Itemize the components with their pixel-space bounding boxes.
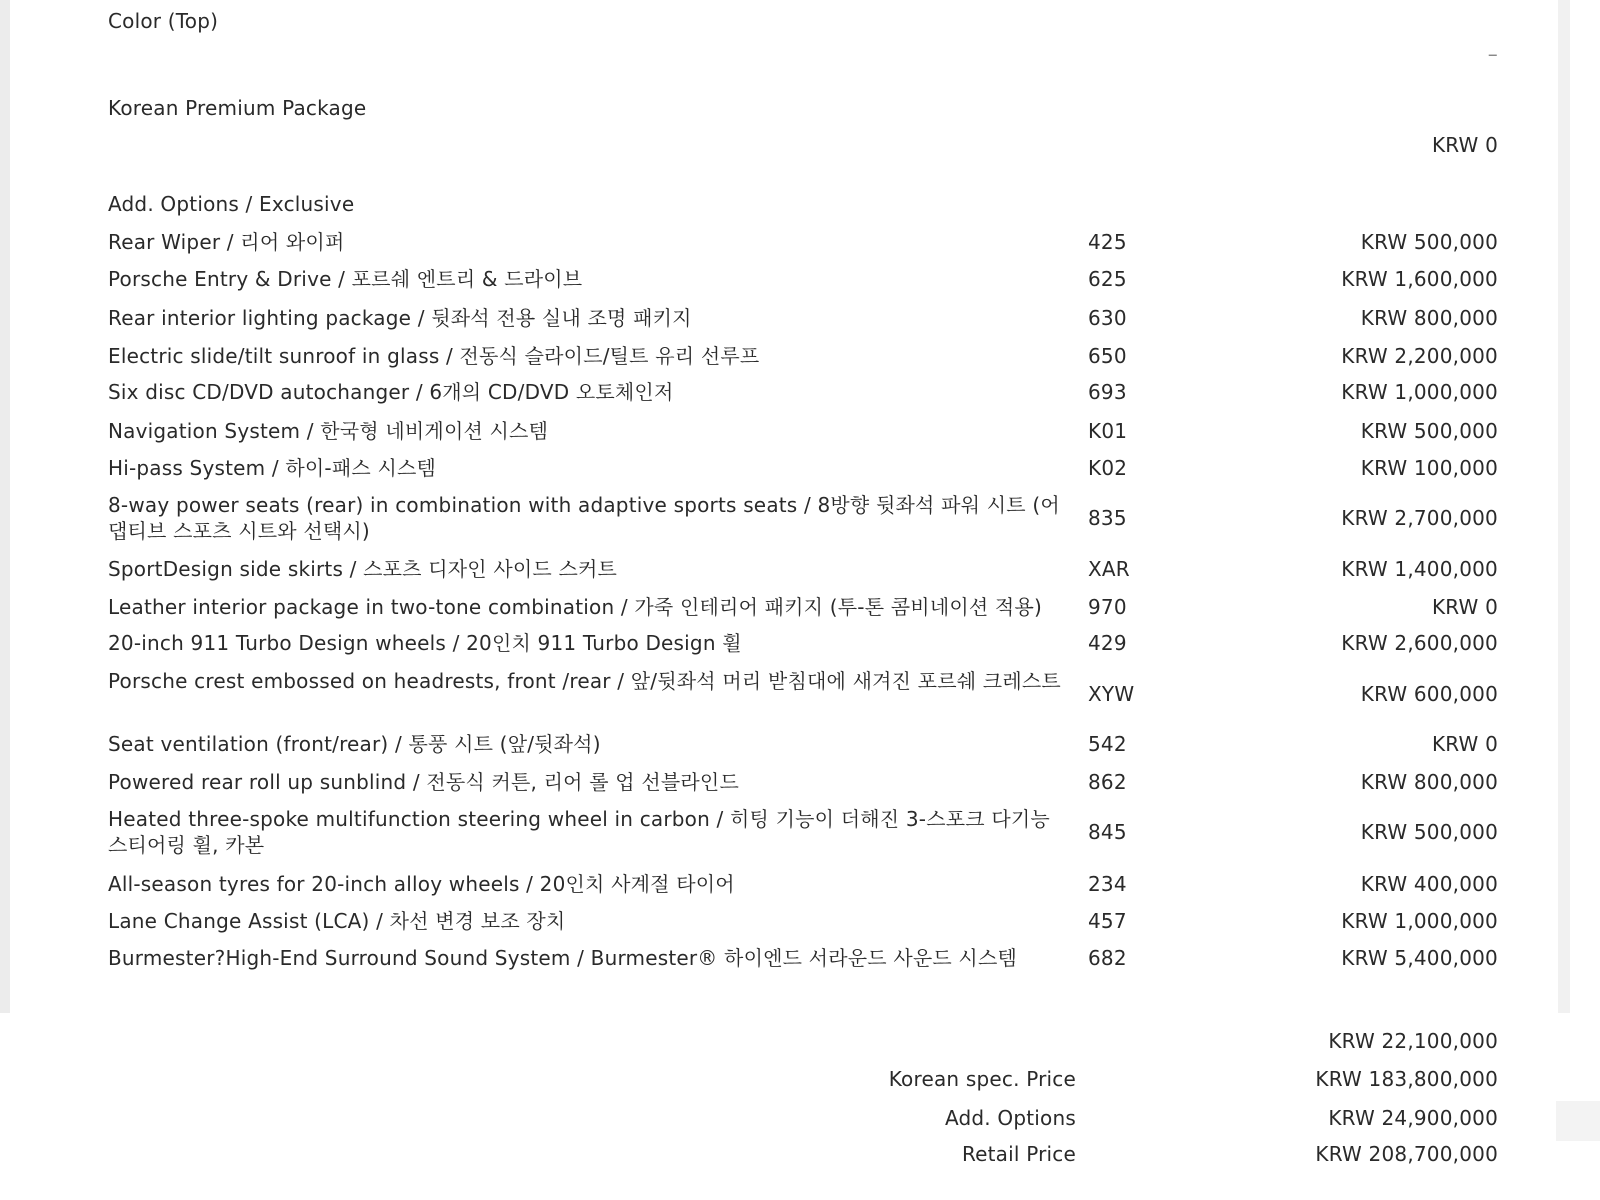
option-description: Navigation System / 한국형 네비게이션 시스템 (108, 419, 549, 443)
option-price: KRW 2,200,000 (1341, 344, 1498, 368)
option-description: Lane Change Assist (LCA) / 차선 변경 보조 장치 (108, 909, 566, 933)
option-code: 650 (1088, 344, 1127, 368)
add-options-value: KRW 24,900,000 (1328, 1106, 1498, 1130)
option-price: KRW 600,000 (1360, 682, 1498, 706)
option-price: KRW 500,000 (1360, 820, 1498, 844)
option-row (108, 806, 1498, 858)
option-price: KRW 5,400,000 (1341, 946, 1498, 970)
color-top-value: – (1487, 42, 1498, 66)
option-description: 20-inch 911 Turbo Design wheels / 20인치 911 Turbo Design 휠 (108, 631, 742, 655)
option-description: Hi-pass System / 하이-패스 시스템 (108, 456, 437, 480)
option-description: SportDesign side skirts / 스포츠 디자인 사이드 스커트 (108, 557, 618, 581)
option-code: 862 (1088, 770, 1127, 794)
option-description: Heated three-spoke multifunction steering wheel in carbon / 히팅 기능이 더해진 3-스포크 다기능 스티어링 휠, 카본 (108, 807, 1050, 857)
option-description: Electric slide/tilt sunroof in glass / 전동식 슬라이드/틸트 유리 선루프 (108, 344, 760, 368)
option-row (108, 945, 1498, 971)
option-row (108, 871, 1498, 897)
option-description: Leather interior package in two-tone combination / 가죽 인테리어 패키지 (투-톤 콤비네이션 적용) (108, 595, 1042, 619)
option-description: Burmester?High-End Surround Sound System / Burmester® 하이엔드 서라운드 사운드 시스템 (108, 946, 1017, 970)
option-description: Porsche Entry & Drive / 포르쉐 엔트리 & 드라이브 (108, 267, 583, 291)
option-price: KRW 2,700,000 (1341, 506, 1498, 530)
option-price: KRW 800,000 (1360, 306, 1498, 330)
option-code: XAR (1088, 557, 1130, 581)
retail-price-label: Retail Price (961, 1142, 1076, 1166)
option-price: KRW 500,000 (1360, 419, 1498, 443)
option-price: KRW 500,000 (1360, 230, 1498, 254)
option-description: All-season tyres for 20-inch alloy wheels / 20인치 사계절 타이어 (108, 872, 735, 896)
option-row (108, 229, 1498, 255)
option-row (108, 266, 1498, 292)
option-code: K02 (1088, 456, 1128, 480)
option-row (108, 769, 1498, 795)
option-row (108, 594, 1498, 620)
option-price: KRW 800,000 (1360, 770, 1498, 794)
option-price: KRW 400,000 (1360, 872, 1498, 896)
option-code: 630 (1088, 306, 1127, 330)
page-edge-left (0, 0, 10, 1013)
option-row (108, 492, 1498, 544)
option-description: 8-way power seats (rear) in combination with adaptive sports seats / 8방향 뒷좌석 파워 시트 (어댑티브 스포츠 시트와 선택시) (108, 493, 1060, 543)
option-code: 234 (1088, 872, 1127, 896)
option-row (108, 455, 1498, 481)
option-code: 457 (1088, 909, 1127, 933)
option-row (108, 630, 1498, 656)
add-options-label: Add. Options (944, 1106, 1076, 1130)
option-code: 542 (1088, 732, 1127, 756)
add-options-title: Add. Options / Exclusive (108, 192, 355, 216)
option-code: 625 (1088, 267, 1127, 291)
options-subtotal-value: KRW 22,100,000 (1328, 1029, 1498, 1053)
option-code: XYW (1088, 682, 1135, 706)
premium-package-value: KRW 0 (1431, 133, 1498, 157)
option-row (108, 731, 1498, 757)
page-corner (1556, 1101, 1600, 1141)
option-code: 693 (1088, 380, 1127, 404)
option-description: Porsche crest embossed on headrests, front /rear / 앞/뒷좌석 머리 받침대에 새겨진 포르쉐 크레스트 (108, 669, 1061, 693)
option-price: KRW 2,600,000 (1341, 631, 1498, 655)
korean-spec-price-value: KRW 183,800,000 (1315, 1067, 1498, 1091)
option-price: KRW 1,000,000 (1341, 380, 1498, 404)
option-description: Rear interior lighting package / 뒷좌석 전용 실내 조명 패키지 (108, 306, 692, 330)
option-row (108, 305, 1498, 331)
option-row (108, 556, 1498, 582)
option-price: KRW 1,400,000 (1341, 557, 1498, 581)
option-code: 845 (1088, 820, 1127, 844)
retail-price-value: KRW 208,700,000 (1315, 1142, 1498, 1166)
option-row (108, 418, 1498, 444)
option-description: Powered rear roll up sunblind / 전동식 커튼, 리어 롤 업 선블라인드 (108, 770, 739, 794)
option-row (108, 908, 1498, 934)
option-code: 682 (1088, 946, 1127, 970)
option-description: Six disc CD/DVD autochanger / 6개의 CD/DVD 오토체인저 (108, 380, 674, 404)
option-code: 429 (1088, 631, 1127, 655)
premium-package-label: Korean Premium Package (108, 96, 367, 120)
option-price: KRW 100,000 (1360, 456, 1498, 480)
option-code: 425 (1088, 230, 1127, 254)
option-price: KRW 1,600,000 (1341, 267, 1498, 291)
option-code: 970 (1088, 595, 1127, 619)
option-price: KRW 0 (1431, 595, 1498, 619)
option-row (108, 668, 1498, 720)
option-row (108, 379, 1498, 405)
option-description: Rear Wiper / 리어 와이퍼 (108, 230, 345, 254)
option-code: 835 (1088, 506, 1127, 530)
korean-spec-price-label: Korean spec. Price (888, 1067, 1076, 1091)
color-top-label: Color (Top) (108, 9, 219, 33)
option-price: KRW 1,000,000 (1341, 909, 1498, 933)
page-edge-right (1558, 0, 1570, 1013)
option-price: KRW 0 (1431, 732, 1498, 756)
option-code: K01 (1088, 419, 1128, 443)
option-description: Seat ventilation (front/rear) / 통풍 시트 (앞/뒷좌석) (108, 732, 601, 756)
option-row (108, 343, 1498, 369)
